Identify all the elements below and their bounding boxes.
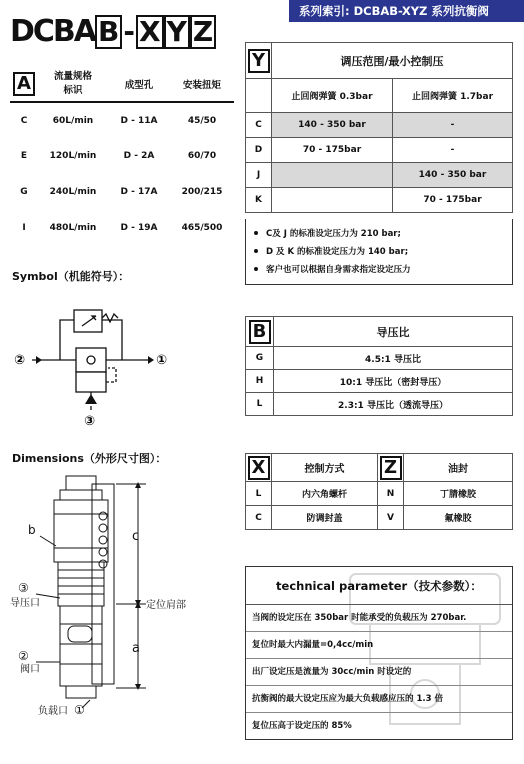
row-code: C [20,115,28,126]
row-v2: - [393,138,513,163]
row-code: L [246,393,274,416]
technical-line: 抗衡阀的最大设定压应为最大负载感应压的 1.3 倍 [246,686,512,713]
flow-spec-table [10,66,234,246]
table-row [246,188,513,213]
table-row [246,163,513,188]
row-code: E [20,151,28,161]
port-3-label: ③ [84,414,96,429]
model-code-box-x: X [136,15,164,49]
dim-label-valve: 阀口 [20,664,40,675]
row-code: G [20,187,28,197]
table-a-letter: A [13,72,35,96]
pressure-notes [245,219,513,285]
row-x-value: 内六角螺杆 [272,482,378,506]
row-v2: - [393,113,513,138]
table-a-letter-cell [10,66,38,102]
dimensions-drawing [6,466,236,726]
technical-title: technical parameter（技术参数）： [246,567,512,605]
table-x-title: 控制方式 [272,454,378,482]
table-y-letter-cell [246,43,272,79]
row-torque: 465/500 [181,223,223,233]
bullet-icon [254,267,258,271]
row-value: 4.5:1 导压比 [274,347,513,370]
row-code: K [246,188,272,213]
row-torque: 60/70 [187,151,217,161]
row-torque: 200/215 [181,187,223,197]
note-item [254,225,512,243]
dim-label-shoulder: 定位肩部 [146,600,186,611]
row-v1 [272,188,393,213]
row-cavity: D - 17A [120,187,158,197]
row-v2: 70 - 175bar [393,188,513,213]
row-z-code: V [378,506,404,530]
row-flow: 60L/min [52,115,94,126]
bullet-icon [254,249,258,253]
model-code-prefix: DCBA [10,14,96,49]
table-z-letter-cell [378,454,404,482]
table-b-letter: B [249,320,271,344]
row-value: 10:1 导压比（密封导压） [274,370,513,393]
table-x-letter: X [248,456,270,480]
model-code-box-b: B [95,15,122,49]
technical-line: 当阀的设定压在 350bar 时能承受的负载压为 270bar. [246,605,512,632]
table-row [246,506,513,530]
row-x-code: C [246,506,272,530]
row-flow: 120L/min [49,151,97,161]
row-code: D [246,138,272,163]
row-flow: 240L/min [49,187,97,197]
row-flow: 480L/min [49,223,97,233]
dim-label-c: c [132,529,140,544]
model-code [10,12,216,52]
dim-label-load: 负载口 [38,706,68,717]
series-index-banner: 系列索引: DCBAB-XYZ 系列抗衡阀 [289,0,524,22]
row-v1: 140 - 350 bar [272,113,393,138]
technical-line: 出厂设定压是流量为 30cc/min 时设定的 [246,659,512,686]
col-flow-spec: 流量规格 标识 [38,66,108,102]
dimensions-title: Dimensions（外形尺寸图）： [12,452,167,465]
hydraulic-symbol [12,290,182,430]
table-b-title: 导压比 [274,317,513,347]
table-row [246,138,513,163]
row-cavity: D - 19A [120,223,158,233]
model-code-dash: - [123,15,135,48]
dim-label-port-2: ② [18,649,29,663]
row-cavity: D - 11A [120,115,158,126]
table-row [246,393,513,416]
table-x-letter-cell [246,454,272,482]
dim-label-port-3: ③ [18,581,29,595]
table-row [246,482,513,506]
table-y-title: 调压范围/最小控制压 [272,43,513,79]
port-2-label: ② [14,353,26,368]
note-text: 客户也可以根据自身需求指定设定压力 [266,265,411,275]
row-code: H [246,370,274,393]
row-torque: 45/50 [187,115,217,126]
dim-label-port-1: ① [74,703,85,717]
dim-label-pilot: 导压口 [10,598,40,609]
row-x-value: 防调封盖 [272,506,378,530]
control-seal-table [245,453,513,530]
technical-line: 复位时最大内漏量=0,4cc/min [246,632,512,659]
row-code: J [246,163,272,188]
table-y-col2: 止回阀弹簧 1.7bar [393,79,513,113]
table-z-title: 油封 [404,454,513,482]
dim-label-a: a [132,641,140,656]
table-b-letter-cell [246,317,274,347]
model-code-box-y: Y [164,15,190,49]
table-row [246,347,513,370]
table-row [10,210,234,246]
dim-label-b: b [28,523,36,537]
bullet-icon [254,231,258,235]
table-row [246,113,513,138]
col-cavity: 成型孔 [108,66,170,102]
row-v1 [272,163,393,188]
table-row [10,138,234,174]
table-y-empty [246,79,272,113]
col-torque: 安装扭矩 [170,66,234,102]
row-z-value: 丁腈橡胶 [404,482,513,506]
row-code: G [246,347,274,370]
row-v2: 140 - 350 bar [393,163,513,188]
table-row [246,370,513,393]
pilot-ratio-table [245,316,513,416]
note-text: D 及 K 的标准设定压力为 140 bar; [266,247,409,257]
note-item [254,243,512,261]
row-z-value: 氟橡胶 [404,506,513,530]
row-value: 2.3:1 导压比（透流导压） [274,393,513,416]
port-1-label: ① [156,353,168,368]
technical-line: 复位压高于设定压的 85% [252,721,352,731]
row-x-code: L [246,482,272,506]
model-code-box-z: Z [190,15,216,49]
table-y-letter: Y [248,49,270,73]
table-row [10,102,234,138]
table-row [10,174,234,210]
table-z-letter: Z [380,456,402,480]
row-code: C [246,113,272,138]
row-z-code: N [378,482,404,506]
row-cavity: D - 2A [123,151,155,161]
pressure-range-table [245,42,513,213]
symbol-title: Symbol（机能符号）： [12,270,130,283]
technical-parameter-box [245,566,513,740]
note-text: C及 J 的标准设定压力为 210 bar; [266,229,401,239]
table-y-col1: 止回阀弹簧 0.3bar [272,79,393,113]
row-code: I [22,223,26,233]
row-v1: 70 - 175bar [272,138,393,163]
note-item [254,261,512,279]
